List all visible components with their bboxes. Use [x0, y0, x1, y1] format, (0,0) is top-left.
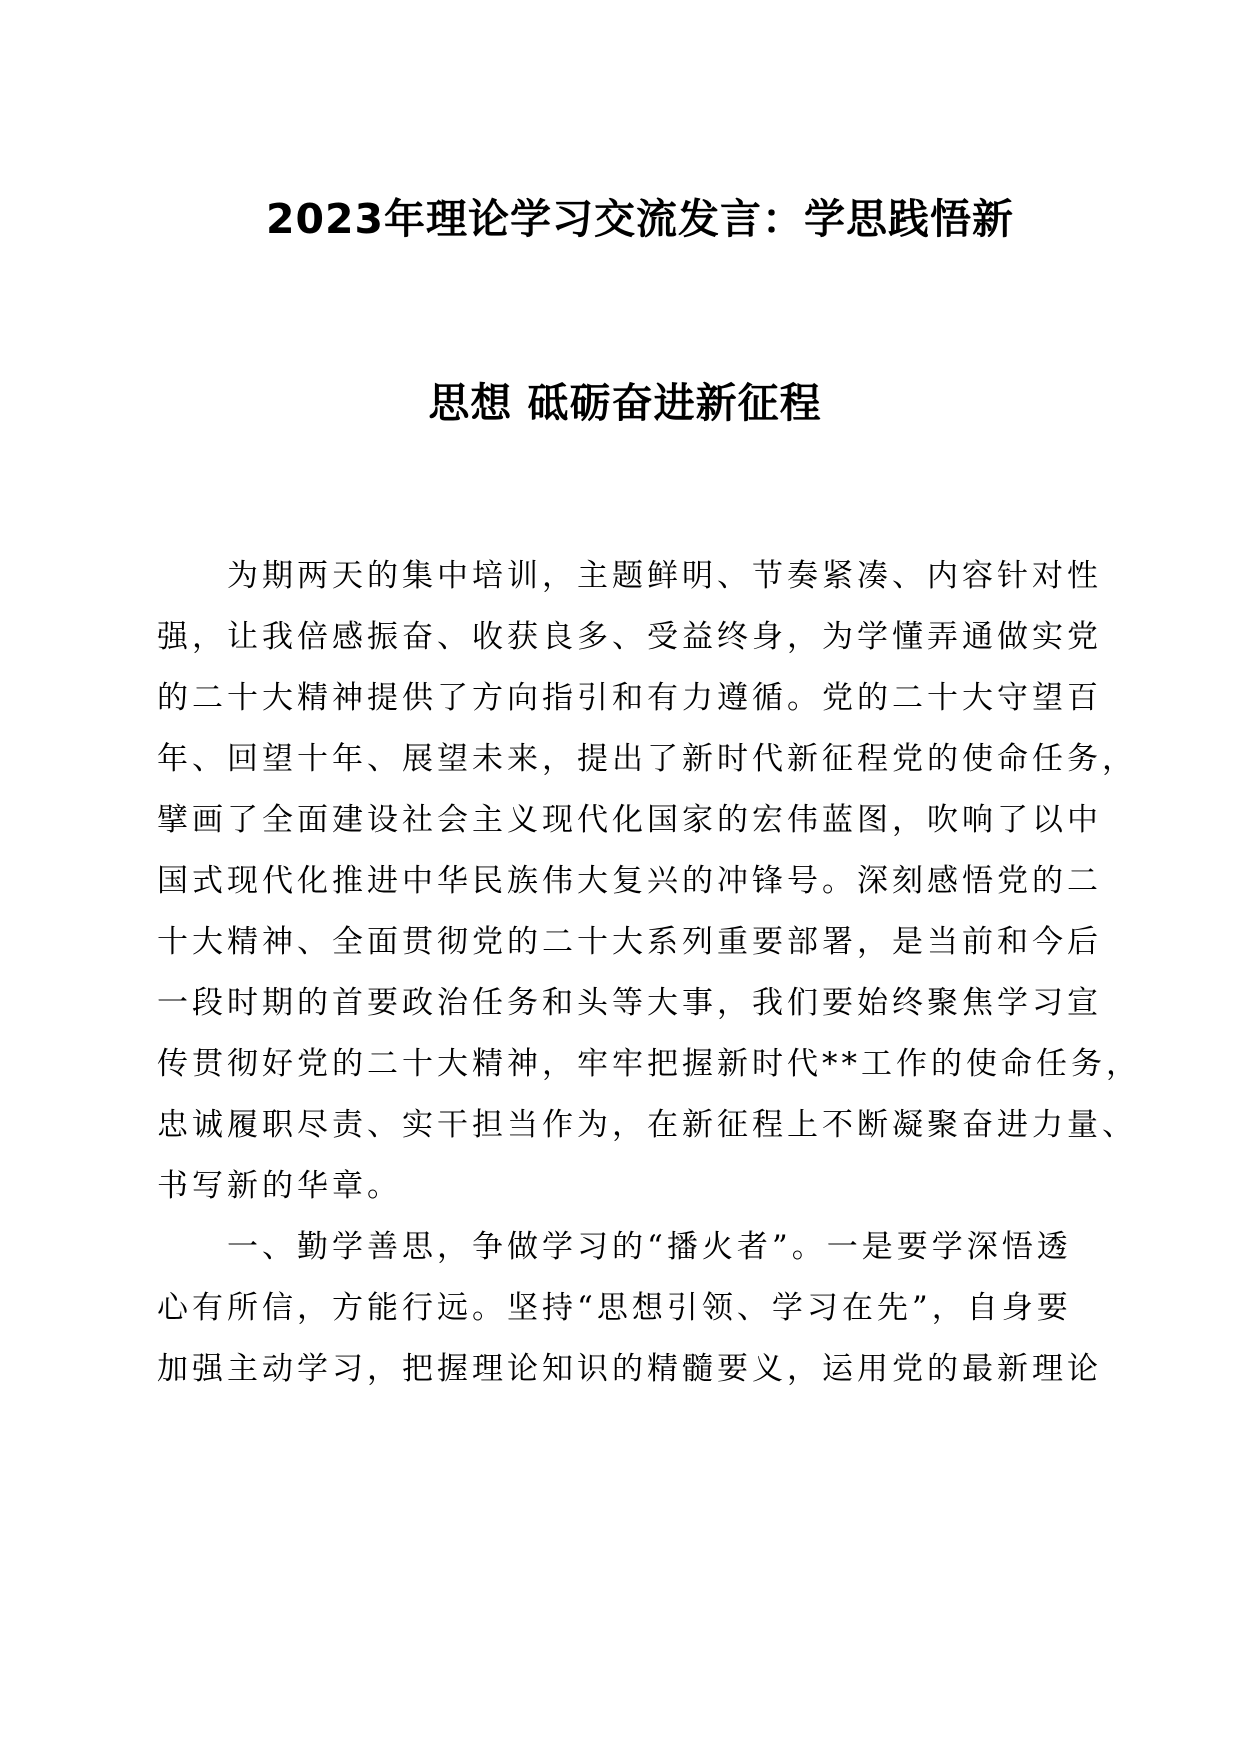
- body-line-12: 一、勤学善思，争做学习的“播火者”。一是要学深悟透: [157, 1229, 1072, 1265]
- body-line-2: 强，让我倍感振奋、收获良多、受益终身，为学懂弄通做实党: [157, 619, 1102, 655]
- body-line-10: 忠诚履职尽责、实干担当作为，在新征程上不断凝聚奋进力量、: [157, 1107, 1137, 1143]
- body-line-3: 的二十大精神提供了方向指引和有力遵循。党的二十大守望百: [157, 680, 1102, 716]
- body-line-4: 年、回望十年、展望未来，提出了新时代新征程党的使命任务，: [157, 741, 1137, 777]
- body-line-1: 为期两天的集中培训，主题鲜明、节奏紧凑、内容针对性: [157, 558, 1102, 594]
- body-line-11: 书写新的华章。: [157, 1168, 402, 1204]
- body-line-8: 一段时期的首要政治任务和头等大事，我们要始终聚焦学习宣: [157, 985, 1102, 1021]
- body-line-5: 擘画了全面建设社会主义现代化国家的宏伟蓝图，吹响了以中: [157, 802, 1102, 838]
- document-title-line-2: 思想 砥砺奋进新征程: [428, 379, 822, 427]
- document-title-line-1: 2023年理论学习交流发言：学思践悟新: [265, 195, 1015, 243]
- body-line-7: 十大精神、全面贯彻党的二十大系列重要部署，是当前和今后: [157, 924, 1102, 960]
- body-line-13: 心有所信，方能行远。坚持“思想引领、学习在先”，自身要: [157, 1290, 1072, 1326]
- body-line-6: 国式现代化推进中华民族伟大复兴的冲锋号。深刻感悟党的二: [157, 863, 1102, 899]
- body-line-14: 加强主动学习，把握理论知识的精髓要义，运用党的最新理论: [157, 1351, 1102, 1387]
- body-line-9: 传贯彻好党的二十大精神，牢牢把握新时代**工作的使命任务，: [157, 1046, 1141, 1082]
